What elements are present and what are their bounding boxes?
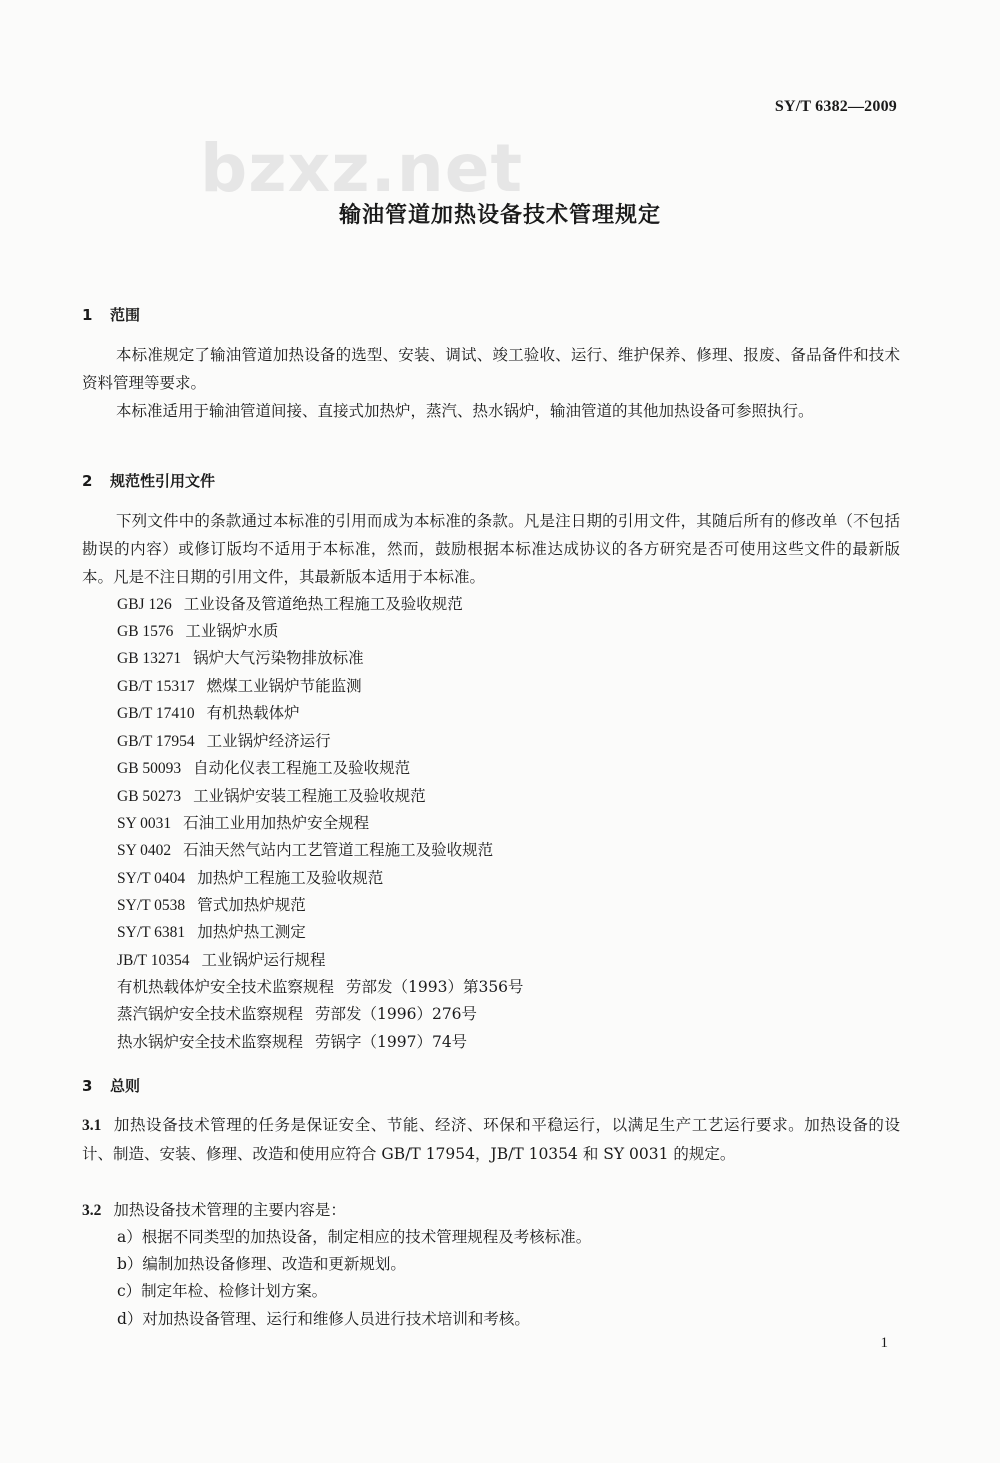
reference-title: 工业锅炉安装工程施工及验收规范 bbox=[193, 787, 426, 805]
reference-code: SY 0031 bbox=[117, 815, 172, 832]
reference-item bbox=[117, 786, 426, 807]
reference-code: SY/T 0538 bbox=[117, 897, 186, 914]
clause-text: 加热设备技术管理的任务是保证安全、节能、经济、环保和平稳运行，以满足生产工艺运行要求。加热设备的设计、制造、安装、修理、改造和使用应符合 GB/T 17954，JB/T 10354 和 SY 0031 的规定。 bbox=[82, 1116, 900, 1163]
watermark: bzxz.net bbox=[200, 130, 524, 207]
reference-item bbox=[117, 648, 364, 669]
clause-3-1 bbox=[82, 1111, 900, 1168]
list-item: b）编制加热设备修理、改造和更新规划。 bbox=[117, 1255, 406, 1273]
section-3-heading bbox=[82, 1075, 140, 1096]
document-title: 输油管道加热设备技术管理规定 bbox=[338, 203, 661, 228]
reference-code: GB 50093 bbox=[117, 760, 182, 777]
reference-code: JB/T 10354 bbox=[117, 952, 190, 969]
reference-code: GB/T 17954 bbox=[117, 733, 195, 750]
reference-item bbox=[117, 621, 278, 642]
reference-code: GB/T 15317 bbox=[117, 678, 195, 695]
list-item: c）制定年检、检修计划方案。 bbox=[117, 1282, 328, 1300]
reference-title: 有机热载体炉 bbox=[206, 704, 300, 722]
reference-item bbox=[117, 758, 410, 779]
reference-item bbox=[117, 868, 383, 889]
section-number: 3 bbox=[82, 1077, 93, 1095]
reference-code: 蒸汽锅炉安全技术监察规程 bbox=[117, 1006, 304, 1023]
reference-item bbox=[117, 731, 331, 752]
reference-title: 劳锅字（1997）74号 bbox=[315, 1033, 468, 1051]
reference-title: 工业锅炉经济运行 bbox=[206, 732, 331, 750]
reference-code: SY/T 6381 bbox=[117, 924, 186, 941]
reference-item bbox=[117, 977, 524, 998]
reference-item bbox=[117, 950, 326, 971]
reference-title: 燃煤工业锅炉节能监测 bbox=[206, 677, 362, 695]
section-1-paragraph-1: 本标准规定了输油管道加热设备的选型、安装、调试、竣工验收、运行、维护保养、修理、报废、备品备件和技术资料管理等要求。 bbox=[82, 346, 900, 392]
reference-code: GB 13271 bbox=[117, 650, 182, 667]
reference-title: 管式加热炉规范 bbox=[197, 896, 306, 914]
reference-item bbox=[117, 676, 362, 697]
reference-item bbox=[117, 703, 300, 724]
standard-number: SY/T 6382—2009 bbox=[774, 98, 897, 115]
reference-item bbox=[117, 895, 306, 916]
section-title: 范围 bbox=[110, 306, 141, 324]
page-number: 1 bbox=[880, 1335, 888, 1351]
reference-item bbox=[117, 594, 463, 615]
reference-title: 锅炉大气污染物排放标准 bbox=[193, 649, 364, 667]
section-number: 2 bbox=[82, 472, 93, 490]
clause-number: 3.1 bbox=[82, 1117, 102, 1134]
clause-number: 3.2 bbox=[82, 1202, 102, 1219]
reference-code: SY/T 0404 bbox=[117, 870, 186, 887]
section-2-heading bbox=[82, 470, 215, 491]
reference-code: GB 1576 bbox=[117, 623, 174, 640]
list-item: a）根据不同类型的加热设备，制定相应的技术管理规程及考核标准。 bbox=[117, 1228, 592, 1246]
reference-item bbox=[117, 813, 369, 834]
reference-code: GB/T 17410 bbox=[117, 705, 195, 722]
reference-code: GBJ 126 bbox=[117, 596, 172, 613]
reference-title: 劳部发（1993）第356号 bbox=[346, 978, 524, 996]
reference-title: 工业设备及管道绝热工程施工及验收规范 bbox=[183, 595, 463, 613]
section-2-paragraph-1: 下列文件中的条款通过本标准的引用而成为本标准的条款。凡是注日期的引用文件，其随后所有的修改单（不包括勘误的内容）或修订版均不适用于本标准，然而，鼓励根据本标准达成协议的各方研究是否可使用这些文件的最新版本。凡是不注日期的引用文件，其最新版本适用于本标准。 bbox=[82, 512, 900, 586]
reference-title: 劳部发（1996）276号 bbox=[315, 1005, 478, 1023]
reference-code: SY 0402 bbox=[117, 842, 172, 859]
reference-code: 热水锅炉安全技术监察规程 bbox=[117, 1034, 304, 1051]
section-1-paragraph-2: 本标准适用于输油管道间接、直接式加热炉，蒸汽、热水锅炉，输油管道的其他加热设备可参照执行。 bbox=[116, 402, 814, 420]
reference-code: 有机热载体炉安全技术监察规程 bbox=[117, 979, 335, 996]
section-title: 总则 bbox=[110, 1077, 141, 1095]
reference-title: 加热炉工程施工及验收规范 bbox=[197, 869, 384, 887]
reference-item bbox=[117, 1032, 467, 1053]
clause-3-2 bbox=[82, 1200, 346, 1221]
reference-title: 加热炉热工测定 bbox=[197, 923, 306, 941]
clause-text: 加热设备技术管理的主要内容是： bbox=[113, 1201, 346, 1219]
reference-title: 石油天然气站内工艺管道工程施工及验收规范 bbox=[183, 841, 494, 859]
reference-title: 石油工业用加热炉安全规程 bbox=[183, 814, 370, 832]
reference-item bbox=[117, 922, 306, 943]
reference-item bbox=[117, 1004, 477, 1025]
section-title: 规范性引用文件 bbox=[110, 472, 216, 490]
list-item: d）对加热设备管理、运行和维修人员进行技术培训和考核。 bbox=[117, 1310, 530, 1328]
reference-title: 自动化仪表工程施工及验收规范 bbox=[193, 759, 411, 777]
reference-code: GB 50273 bbox=[117, 788, 182, 805]
section-number: 1 bbox=[82, 306, 93, 324]
reference-title: 工业锅炉水质 bbox=[185, 622, 279, 640]
reference-title: 工业锅炉运行规程 bbox=[201, 951, 326, 969]
section-1-heading bbox=[82, 304, 140, 325]
reference-item bbox=[117, 840, 493, 861]
